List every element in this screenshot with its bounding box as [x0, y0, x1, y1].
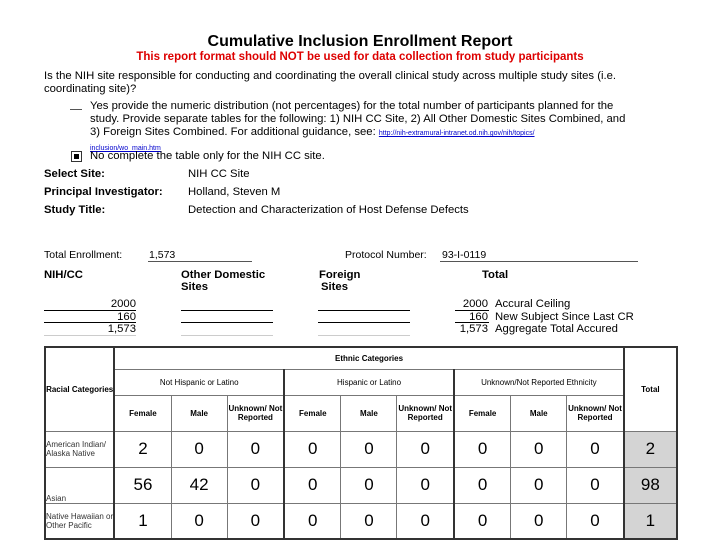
count-cell: 0 [397, 467, 454, 503]
study-title-label: Study Title: [44, 204, 106, 216]
sex-header: Unknown/ Not Reported [397, 395, 454, 431]
nih-ceiling: 2000 [110, 298, 136, 310]
guidance-link[interactable]: http://nih-extramural-intranet.od.nih.gov/nih/topics/ [378, 130, 535, 137]
count-cell: 0 [511, 431, 567, 467]
sex-header: Unknown/ Not Reported [227, 395, 284, 431]
aggregate-label: Aggregate Total Accured [495, 323, 618, 335]
pi-label: Principal Investigator: [44, 186, 163, 198]
group-unknown: Unknown/Not Reported Ethnicity [454, 369, 624, 395]
count-cell: 0 [567, 431, 624, 467]
question-text: Is the NIH site responsible for conducting and coordinating the overall clinical study across multiple study sites (i.e. [44, 70, 617, 82]
report-title: Cumulative Inclusion Enrollment Report [207, 33, 513, 50]
study-title-value: Detection and Characterization of Host Defense Defects [188, 204, 469, 216]
count-cell: 0 [341, 431, 397, 467]
pi-value: Holland, Steven M [188, 186, 281, 198]
race-label: Asian [45, 467, 114, 503]
ceiling-label: Accural Ceiling [495, 298, 571, 310]
race-label: American Indian/ Alaska Native [45, 431, 114, 467]
option-yes-line2: study. Provide separate tables for the following: 1) NIH CC Site, 2) All Other Domestic Sites Combined, and [90, 113, 626, 125]
count-cell: 1 [114, 503, 171, 539]
table-row [45, 503, 677, 539]
other-domestic-header: Other Domestic [181, 269, 266, 281]
count-cell: 0 [511, 503, 567, 539]
total-enrollment-value: 1,573 [149, 249, 176, 261]
sex-header: Female [454, 395, 511, 431]
site-label: Select Site: [44, 168, 105, 180]
other-domestic-header-2: Sites [181, 281, 209, 293]
count-cell: 0 [567, 467, 624, 503]
total-header: Total [482, 269, 509, 281]
protocol-label: Protocol Number: [345, 249, 427, 261]
sex-header: Female [114, 395, 171, 431]
count-cell: 0 [454, 431, 511, 467]
total-col-header: Total [624, 347, 677, 431]
count-cell: 56 [114, 467, 171, 503]
count-cell: 0 [227, 467, 284, 503]
row-total: 2 [624, 431, 677, 467]
count-cell: 0 [341, 503, 397, 539]
no-checkbox[interactable] [71, 151, 82, 162]
count-cell: 0 [567, 503, 624, 539]
table-row [45, 431, 677, 467]
option-yes-line3: 3) Foreign Sites Combined. For additional guidance, see: [90, 126, 376, 138]
nih-aggregate: 1,573 [107, 323, 136, 335]
group-hispanic: Hispanic or Latino [284, 369, 454, 395]
new-subject-label: New Subject Since Last CR [495, 311, 634, 323]
count-cell: 42 [171, 467, 227, 503]
option-no-label: No complete the table only for the NIH CC site. [90, 150, 325, 162]
count-cell: 0 [171, 431, 227, 467]
option-yes-line1: Yes provide the numeric distribution (not percentages) for the total number of participants planned for the [90, 100, 614, 112]
sex-header: Female [284, 395, 341, 431]
count-cell: 0 [284, 431, 341, 467]
count-cell: 0 [227, 503, 284, 539]
total-ceiling: 2000 [462, 298, 488, 310]
table-row [45, 467, 677, 503]
sex-header: Male [511, 395, 567, 431]
group-not-hispanic: Not Hispanic or Latino [114, 369, 284, 395]
ethnic-header: Ethnic Categories [114, 347, 623, 369]
count-cell: 0 [341, 467, 397, 503]
race-label: Native Hawaiian or Other Pacific [45, 503, 114, 539]
question-text-2: coordinating site)? [44, 83, 137, 95]
count-cell: 0 [227, 431, 284, 467]
sex-header: Male [171, 395, 227, 431]
foreign-header-2: Sites [321, 281, 349, 293]
total-new: 160 [469, 311, 488, 323]
count-cell: 0 [454, 503, 511, 539]
enrollment-table [44, 346, 678, 540]
yes-checkbox[interactable] [70, 109, 82, 110]
count-cell: 0 [397, 503, 454, 539]
guidance-link-2[interactable]: inclusion/wo_main.htm [90, 145, 161, 152]
nih-header: NIH/CC [44, 269, 83, 281]
protocol-value: 93-I-0119 [442, 249, 487, 261]
row-total: 1 [624, 503, 677, 539]
sex-header: Unknown/ Not Reported [567, 395, 624, 431]
racial-header: Racial Categories [45, 347, 114, 431]
count-cell: 0 [511, 467, 567, 503]
site-value: NIH CC Site [188, 168, 250, 180]
total-aggregate: 1,573 [459, 323, 488, 335]
count-cell: 0 [284, 503, 341, 539]
count-cell: 0 [284, 467, 341, 503]
nih-new: 160 [117, 311, 136, 323]
count-cell: 0 [171, 503, 227, 539]
foreign-header: Foreign [319, 269, 361, 281]
warning-text: This report format should NOT be used for data collection from study participants [136, 51, 584, 63]
count-cell: 2 [114, 431, 171, 467]
count-cell: 0 [397, 431, 454, 467]
sex-header: Male [341, 395, 397, 431]
count-cell: 0 [454, 467, 511, 503]
row-total: 98 [624, 467, 677, 503]
total-enrollment-label: Total Enrollment: [44, 249, 123, 261]
